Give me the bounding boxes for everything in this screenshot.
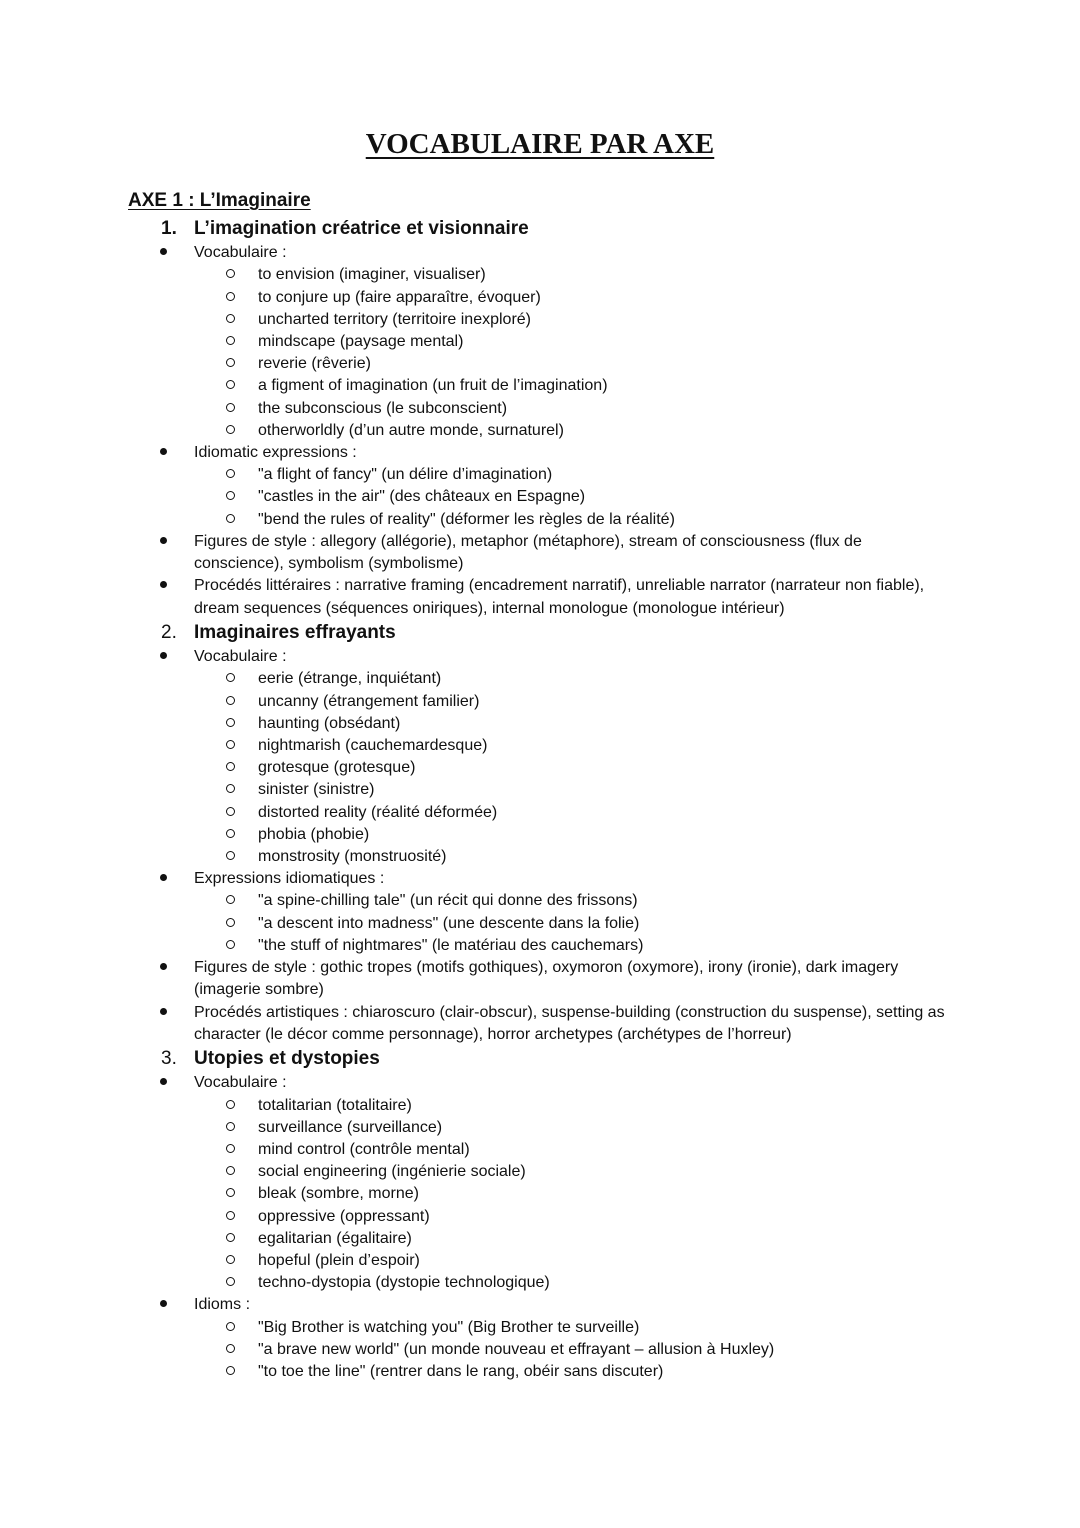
list-item-text: otherworldly (d’un autre monde, surnaturel)	[258, 421, 564, 439]
document-body	[0, 216, 1080, 1383]
section-heading	[0, 1046, 1080, 1072]
sub-bullet-marker	[226, 1361, 258, 1383]
list-item-text: "Big Brother is watching you" (Big Brother te surveille)	[258, 1318, 640, 1336]
sub-bullet-marker	[226, 1250, 258, 1272]
section-2	[0, 620, 1080, 1046]
list-item	[0, 1361, 1080, 1383]
list-item-text: totalitarian (totalitaire)	[258, 1096, 412, 1114]
circle-bullet-icon	[226, 1233, 235, 1242]
list-item-text: techno-dystopia (dystopie technologique)	[258, 1274, 550, 1292]
circle-bullet-icon	[226, 491, 235, 500]
list-item	[0, 309, 1080, 331]
bullet-dot-icon	[160, 248, 167, 255]
procedes-bullet-text: Procédés littéraires : narrative framing (encadrement narratif), unreliable narrator (narrateur non fiable), dream sequences (séquences oniriques), internal monologue (monologue intérieur)	[194, 577, 925, 617]
sub-bullet-marker	[226, 779, 258, 801]
vocab-bullet-text: Vocabulaire :	[194, 648, 287, 666]
expressions-bullet	[0, 868, 1080, 890]
circle-bullet-icon	[226, 336, 235, 345]
section-3	[0, 1046, 1080, 1383]
list-item	[0, 1183, 1080, 1205]
sub-bullet-marker	[226, 486, 258, 508]
circle-bullet-icon	[226, 1122, 235, 1131]
list-item	[0, 1250, 1080, 1272]
sub-bullet-marker	[226, 309, 258, 331]
circle-bullet-icon	[226, 292, 235, 301]
sub-bullet-marker	[226, 735, 258, 757]
circle-bullet-icon	[226, 269, 235, 278]
sub-bullet-marker	[226, 1317, 258, 1339]
list-item-text: "a descent into madness" (une descente dans la folie)	[258, 914, 640, 932]
section-title: L’imagination créatrice et visionnaire	[194, 218, 529, 239]
list-item-text: surveillance (surveillance)	[258, 1118, 443, 1136]
sub-bullet-marker	[226, 1095, 258, 1117]
section-heading	[0, 216, 1080, 242]
sub-bullet-marker	[226, 846, 258, 868]
circle-bullet-icon	[226, 829, 235, 838]
sub-bullet-marker	[226, 331, 258, 353]
list-item-text: "the stuff of nightmares" (le matériau des cauchemars)	[258, 936, 644, 954]
circle-bullet-icon	[226, 358, 235, 367]
sub-bullet-marker	[226, 1161, 258, 1183]
bullet-dot-icon	[160, 537, 167, 544]
sub-bullet-marker	[226, 1339, 258, 1361]
sub-bullet-marker	[226, 890, 258, 912]
list-item	[0, 1117, 1080, 1139]
sub-bullet-marker	[226, 375, 258, 397]
list-item-text: grotesque (grotesque)	[258, 759, 416, 777]
list-item-text: "bend the rules of reality" (déformer les règles de la réalité)	[258, 510, 675, 528]
list-item	[0, 486, 1080, 508]
list-item-text: hopeful (plein d’espoir)	[258, 1251, 420, 1269]
list-item-text: sinister (sinistre)	[258, 781, 375, 799]
list-item	[0, 1272, 1080, 1294]
circle-bullet-icon	[226, 718, 235, 727]
bullet-dot-icon	[160, 1078, 167, 1085]
circle-bullet-icon	[226, 851, 235, 860]
list-item-text: monstrosity (monstruosité)	[258, 847, 447, 865]
list-item-text: uncharted territory (territoire inexploré)	[258, 310, 531, 328]
circle-bullet-icon	[226, 1188, 235, 1197]
vocab-bullet	[0, 242, 1080, 264]
list-item	[0, 509, 1080, 531]
sub-bullet-marker	[226, 1117, 258, 1139]
expressions-bullet	[0, 1294, 1080, 1316]
list-item-text: oppressive (oppressant)	[258, 1207, 430, 1225]
circle-bullet-icon	[226, 1366, 235, 1375]
sub-bullet-marker	[226, 668, 258, 690]
list-item-text: egalitarian (égalitaire)	[258, 1229, 412, 1247]
list-item	[0, 375, 1080, 397]
list-item	[0, 1317, 1080, 1339]
list-item	[0, 1161, 1080, 1183]
list-item-text: mindscape (paysage mental)	[258, 332, 464, 350]
sub-bullet-marker	[226, 1272, 258, 1294]
list-item	[0, 464, 1080, 486]
section-title: Imaginaires effrayants	[194, 622, 396, 644]
list-item-text: "a brave new world" (un monde nouveau et effrayant – allusion à Huxley)	[258, 1340, 775, 1358]
list-item	[0, 1095, 1080, 1117]
sub-bullet-marker	[226, 264, 258, 286]
list-item-text: "to toe the line" (rentrer dans le rang, obéir sans discuter)	[258, 1363, 664, 1381]
sub-bullet-marker	[226, 802, 258, 824]
bullet-dot-icon	[160, 1300, 167, 1307]
expressions-bullet-text: Expressions idiomatiques :	[194, 870, 385, 888]
sub-bullet-marker	[226, 1183, 258, 1205]
list-item	[0, 353, 1080, 375]
sub-bullet-marker	[226, 935, 258, 957]
list-item-text: eerie (étrange, inquiétant)	[258, 670, 442, 688]
list-item	[0, 287, 1080, 309]
circle-bullet-icon	[226, 696, 235, 705]
circle-bullet-icon	[226, 940, 235, 949]
list-item-text: haunting (obsédant)	[258, 714, 401, 732]
figures-bullet-text: Figures de style : allegory (allégorie), metaphor (métaphore), stream of consciousness (flux de conscience), symbolism (symbolisme)	[194, 532, 862, 573]
expressions-bullet-text: Idiomatic expressions :	[194, 443, 357, 461]
list-item	[0, 713, 1080, 735]
bullet-marker	[160, 531, 194, 576]
list-item-text: to envision (imaginer, visualiser)	[258, 266, 486, 284]
section-title: Utopies et dystopies	[194, 1048, 380, 1070]
vocab-bullet	[0, 646, 1080, 668]
sub-bullet-marker	[226, 509, 258, 531]
bullet-dot-icon	[160, 874, 167, 881]
sub-bullet-marker	[226, 713, 258, 735]
axe-heading: AXE 1 : L’Imaginaire	[128, 190, 311, 211]
circle-bullet-icon	[226, 314, 235, 323]
list-item	[0, 1228, 1080, 1250]
bullet-dot-icon	[160, 1008, 167, 1015]
list-item-text: phobia (phobie)	[258, 825, 370, 843]
sub-bullet-marker	[226, 420, 258, 442]
list-item	[0, 735, 1080, 757]
list-item	[0, 691, 1080, 713]
section-heading	[0, 620, 1080, 646]
circle-bullet-icon	[226, 425, 235, 434]
list-item	[0, 846, 1080, 868]
sub-bullet-marker	[226, 353, 258, 375]
procedes-bullet	[0, 1002, 1080, 1047]
circle-bullet-icon	[226, 403, 235, 412]
bullet-marker	[160, 575, 194, 620]
list-item	[0, 890, 1080, 912]
section-number: 1.	[161, 218, 177, 239]
sub-bullet-marker	[226, 691, 258, 713]
list-item	[0, 935, 1080, 957]
list-item	[0, 757, 1080, 779]
circle-bullet-icon	[226, 1322, 235, 1331]
list-item-text: the subconscious (le subconscient)	[258, 399, 508, 417]
list-item-text: "a spine-chilling tale" (un récit qui donne des frissons)	[258, 892, 638, 910]
list-item-text: mind control (contrôle mental)	[258, 1140, 470, 1158]
circle-bullet-icon	[226, 918, 235, 927]
section-number: 2.	[161, 622, 177, 644]
list-item-text: uncanny (étrangement familier)	[258, 692, 480, 710]
circle-bullet-icon	[226, 1255, 235, 1264]
sub-bullet-marker	[226, 1206, 258, 1228]
bullet-marker	[160, 646, 194, 668]
list-item-text: reverie (rêverie)	[258, 355, 371, 373]
bullet-marker	[160, 1002, 194, 1047]
sub-bullet-marker	[226, 824, 258, 846]
circle-bullet-icon	[226, 469, 235, 478]
list-item	[0, 668, 1080, 690]
list-item	[0, 398, 1080, 420]
list-item	[0, 779, 1080, 801]
page-title: VOCABULAIRE PAR AXE	[365, 128, 715, 160]
circle-bullet-icon	[226, 762, 235, 771]
vocab-bullet-text: Vocabulaire :	[194, 1074, 287, 1092]
list-item	[0, 264, 1080, 286]
list-item-text: nightmarish (cauchemardesque)	[258, 736, 488, 754]
expressions-bullet	[0, 442, 1080, 464]
list-item	[0, 913, 1080, 935]
circle-bullet-icon	[226, 1211, 235, 1220]
list-item	[0, 1206, 1080, 1228]
bullet-dot-icon	[160, 652, 167, 659]
bullet-marker	[160, 442, 194, 464]
circle-bullet-icon	[226, 1144, 235, 1153]
bullet-marker	[160, 1072, 194, 1094]
circle-bullet-icon	[226, 740, 235, 749]
list-item-text: bleak (sombre, morne)	[258, 1185, 419, 1203]
circle-bullet-icon	[226, 1344, 235, 1353]
circle-bullet-icon	[226, 1100, 235, 1109]
list-item	[0, 1139, 1080, 1161]
sub-bullet-marker	[226, 464, 258, 486]
bullet-marker	[160, 868, 194, 890]
circle-bullet-icon	[226, 514, 235, 523]
list-item	[0, 1339, 1080, 1361]
list-item-text: social engineering (ingénierie sociale)	[258, 1163, 526, 1181]
sub-bullet-marker	[226, 1139, 258, 1161]
vocab-bullet	[0, 1072, 1080, 1094]
expressions-bullet-text: Idioms :	[194, 1296, 251, 1314]
circle-bullet-icon	[226, 807, 235, 816]
vocab-bullet-text: Vocabulaire :	[194, 244, 287, 261]
section-1	[0, 216, 1080, 620]
section-number: 3.	[161, 1048, 177, 1070]
list-item	[0, 824, 1080, 846]
circle-bullet-icon	[226, 784, 235, 793]
procedes-bullet-text: Procédés artistiques : chiaroscuro (clair-obscur), suspense-building (construction du suspense), setting as character (le décor comme personnage), horror archetypes (archétypes de l’horreur)	[194, 1003, 945, 1043]
circle-bullet-icon	[226, 380, 235, 389]
list-item	[0, 420, 1080, 442]
figures-bullet	[0, 531, 1080, 576]
sub-bullet-marker	[226, 913, 258, 935]
circle-bullet-icon	[226, 895, 235, 904]
bullet-dot-icon	[160, 581, 167, 588]
list-item-text: to conjure up (faire apparaître, évoquer)	[258, 288, 541, 306]
procedes-bullet	[0, 575, 1080, 620]
list-item-text: a figment of imagination (un fruit de l’imagination)	[258, 377, 608, 395]
figures-bullet	[0, 957, 1080, 1002]
list-item	[0, 331, 1080, 353]
list-item-text: distorted reality (réalité déformée)	[258, 803, 498, 821]
circle-bullet-icon	[226, 1166, 235, 1175]
figures-bullet-text: Figures de style : gothic tropes (motifs gothiques), oxymoron (oxymore), irony (ironie), dark imagery (imagerie sombre)	[194, 959, 899, 999]
bullet-marker	[160, 242, 194, 264]
sub-bullet-marker	[226, 398, 258, 420]
circle-bullet-icon	[226, 1277, 235, 1286]
list-item	[0, 802, 1080, 824]
list-item-text: "a flight of fancy" (un délire d’imagination)	[258, 466, 553, 484]
sub-bullet-marker	[226, 757, 258, 779]
bullet-marker	[160, 957, 194, 1002]
bullet-marker	[160, 1294, 194, 1316]
circle-bullet-icon	[226, 673, 235, 682]
list-item-text: "castles in the air" (des châteaux en Espagne)	[258, 488, 586, 506]
sub-bullet-marker	[226, 287, 258, 309]
sub-bullet-marker	[226, 1228, 258, 1250]
bullet-dot-icon	[160, 448, 167, 455]
bullet-dot-icon	[160, 963, 167, 970]
